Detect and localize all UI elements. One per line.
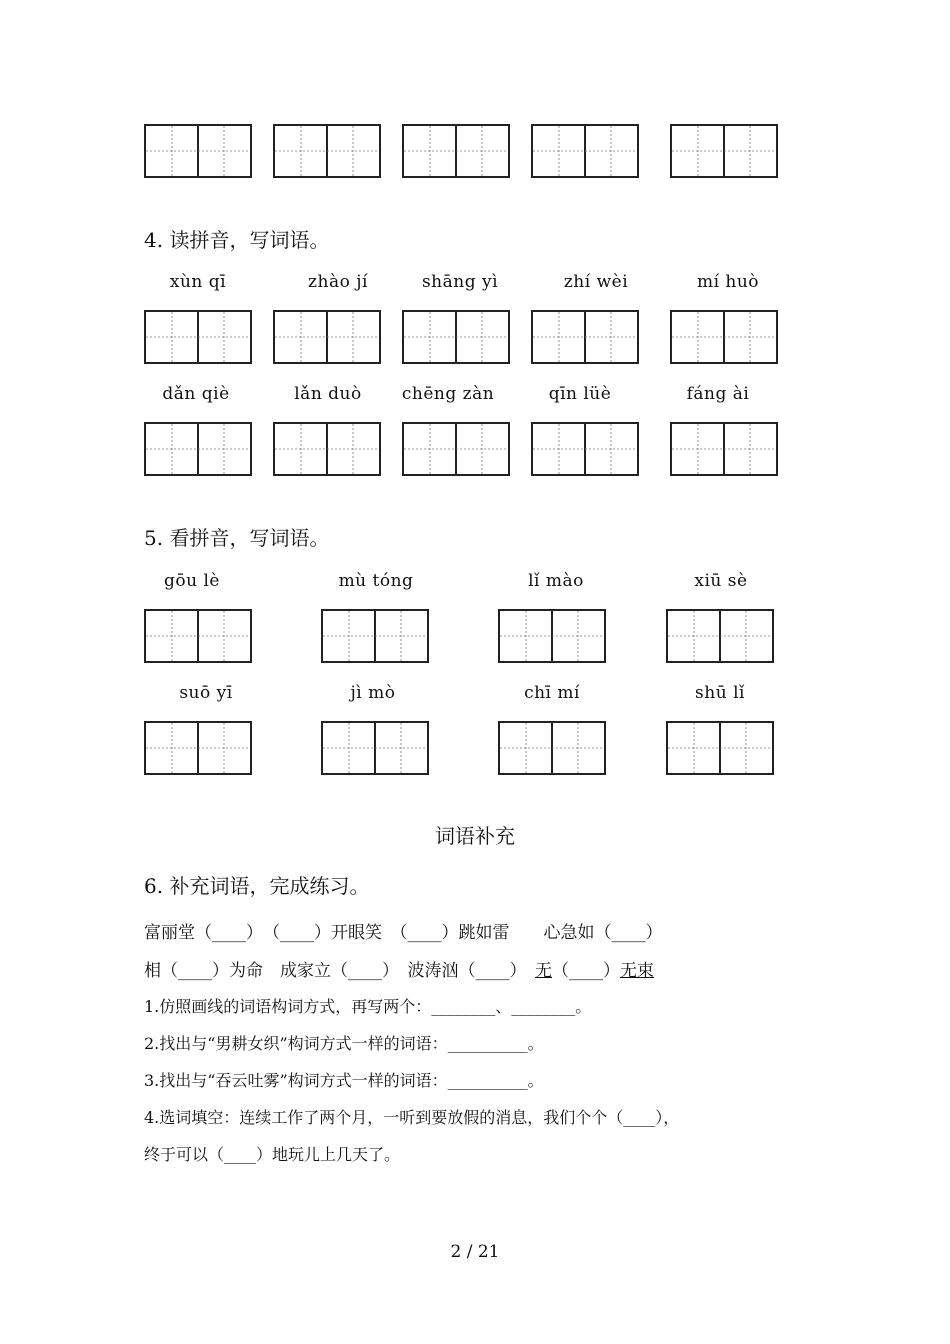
- grid-guides: [146, 312, 250, 362]
- pinyin-label: shāng yì: [421, 272, 499, 292]
- writing-box[interactable]: [144, 310, 252, 364]
- pinyin-label: suō yī: [179, 683, 233, 703]
- grid-guides: [146, 126, 250, 176]
- grid-guides: [672, 312, 776, 362]
- grid-guides: [672, 126, 776, 176]
- pinyin-label: zhào jí: [308, 272, 368, 292]
- writing-box[interactable]: [144, 422, 252, 476]
- sub-question-4-line-1: 4.选词填空：连续工作了两个月，一听到要放假的消息，我们个个（____），: [144, 1108, 680, 1127]
- writing-box[interactable]: [670, 310, 778, 364]
- writing-box[interactable]: [666, 721, 774, 775]
- grid-guides: [533, 424, 637, 474]
- grid-guides: [323, 723, 427, 773]
- grid-guides: [323, 611, 427, 661]
- pinyin-label: dǎn qiè: [162, 384, 230, 404]
- pinyin-label: gōu lè: [164, 571, 220, 591]
- grid-guides: [533, 312, 637, 362]
- underlined-word-start: 无: [535, 961, 552, 981]
- pinyin-label: qīn lüè: [548, 384, 612, 404]
- underlined-word-end: 无束: [620, 961, 654, 981]
- grid-guides: [404, 126, 508, 176]
- writing-box[interactable]: [670, 422, 778, 476]
- writing-box[interactable]: [321, 609, 429, 663]
- pinyin-label: fáng ài: [686, 384, 750, 404]
- grid-guides: [146, 611, 250, 661]
- grid-guides: [668, 723, 772, 773]
- pinyin-label: shū lǐ: [695, 683, 745, 703]
- idiom-blank[interactable]: （____）: [552, 961, 620, 981]
- grid-guides: [146, 424, 250, 474]
- writing-box[interactable]: [273, 310, 381, 364]
- sub-question-4-line-2: 终于可以（____）地玩儿上几天了。: [144, 1145, 401, 1164]
- grid-guides: [500, 723, 604, 773]
- pinyin-label: zhí wèi: [563, 272, 629, 292]
- page-number: 2 / 21: [450, 1242, 500, 1262]
- question-5-title: 5. 看拼音，写词语。: [144, 526, 330, 550]
- writing-box[interactable]: [144, 124, 252, 178]
- writing-box[interactable]: [666, 609, 774, 663]
- grid-guides: [275, 312, 379, 362]
- writing-box[interactable]: [402, 422, 510, 476]
- grid-guides: [533, 126, 637, 176]
- grid-guides: [500, 611, 604, 661]
- pinyin-label: xùn qī: [169, 272, 227, 292]
- writing-box[interactable]: [402, 124, 510, 178]
- writing-box[interactable]: [531, 422, 639, 476]
- writing-box[interactable]: [144, 721, 252, 775]
- idiom-line-2: [144, 956, 654, 981]
- section-title: 词语补充: [435, 824, 515, 848]
- writing-box[interactable]: [402, 310, 510, 364]
- pinyin-label: chēng zàn: [401, 384, 495, 404]
- grid-guides: [672, 424, 776, 474]
- pinyin-label: jì mò: [350, 683, 396, 703]
- writing-box[interactable]: [531, 124, 639, 178]
- writing-box[interactable]: [531, 310, 639, 364]
- grid-guides: [404, 312, 508, 362]
- grid-guides: [146, 723, 250, 773]
- sub-question-2: 2.找出与“男耕女织”构词方式一样的词语：__________。: [144, 1034, 544, 1053]
- pinyin-label: xiū sè: [694, 571, 748, 591]
- sub-question-1: 1.仿照画线的词语构词方式，再写两个：________、________。: [144, 997, 592, 1016]
- pinyin-label: mù tóng: [338, 571, 414, 591]
- grid-guides: [275, 424, 379, 474]
- question-6-title: 6. 补充词语，完成练习。: [144, 874, 370, 898]
- writing-box[interactable]: [670, 124, 778, 178]
- pinyin-label: mí huò: [696, 272, 760, 292]
- writing-box[interactable]: [144, 609, 252, 663]
- grid-guides: [275, 126, 379, 176]
- pinyin-label: chī mí: [524, 683, 580, 703]
- pinyin-label: lǐ mào: [528, 571, 584, 591]
- pinyin-label: lǎn duò: [294, 384, 362, 404]
- writing-box[interactable]: [498, 721, 606, 775]
- writing-box[interactable]: [273, 124, 381, 178]
- writing-box[interactable]: [321, 721, 429, 775]
- grid-guides: [404, 424, 508, 474]
- sub-question-3: 3.找出与“吞云吐雾”构词方式一样的词语：__________。: [144, 1071, 544, 1090]
- question-4-title: 4. 读拼音，写词语。: [144, 228, 330, 252]
- writing-box[interactable]: [498, 609, 606, 663]
- writing-box[interactable]: [273, 422, 381, 476]
- idiom-line-2-text: 相（____）为命 成家立（____） 波涛汹（____）: [144, 961, 535, 981]
- idiom-line-1: 富丽堂（____） （____）开眼笑 （____）跳如雷 心急如（____）: [144, 923, 663, 943]
- grid-guides: [668, 611, 772, 661]
